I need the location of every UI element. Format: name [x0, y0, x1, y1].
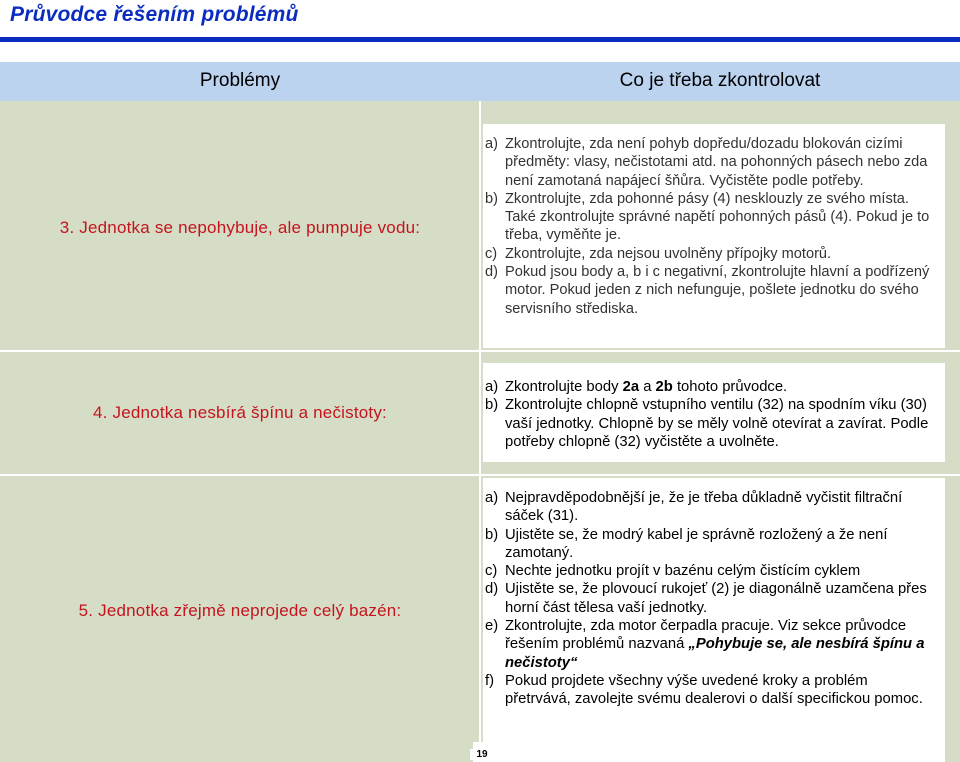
- item-label: b): [485, 190, 498, 207]
- item-text: Ujistěte se, že modrý kabel je správně rozložený a že není zamotaný.: [505, 526, 888, 561]
- item-label: a): [485, 136, 498, 152]
- check-cell-5: [483, 478, 945, 762]
- item-label: a): [485, 490, 499, 506]
- item-text-part: Zkontrolujte, zda motor čerpadla pracuje. Viz sekce průvodce řešením problémů nazvaná: [505, 618, 907, 653]
- title-rule: [0, 37, 960, 42]
- list-item: [483, 378, 945, 396]
- item-label: b): [485, 397, 499, 414]
- item-text: Zkontrolujte, zda pohonné pásy (4) nesklouzly ze svého místa. Také zkontrolujte správné napětí pohonných pásů (4). Pokud je to třeba, vyměňte je.: [505, 190, 930, 244]
- item-text: [505, 617, 945, 672]
- item-text: Zkontrolujte, zda nejsou uvolněny přípojky motorů.: [505, 245, 832, 262]
- item-label: d): [485, 581, 499, 598]
- item-text-bold: 2a: [622, 379, 640, 395]
- item-text: Nechte jednotku projít v bazénu celým čistícím cyklem: [505, 563, 861, 580]
- item-text: Zkontrolujte, zda není pohyb dopředu/dozadu blokován cizími předměty: vlasy, nečistotami atd. na pohonných pásech nebo zda není zamotaná napájecí šňůra. Vyčistěte podle potřeby.: [505, 136, 928, 189]
- item-label: c): [485, 245, 498, 262]
- item-text-part: tohoto průvodce.: [672, 379, 788, 395]
- list-item: [483, 396, 945, 451]
- item-label: f): [485, 672, 495, 689]
- check-cell-4: [483, 363, 945, 462]
- item-text: Ujistěte se, že plovoucí rukojeť (2) je diagonálně uzamčena přes horní část tělesa vaší jednotky.: [505, 581, 927, 616]
- item-label: a): [485, 379, 499, 395]
- column-divider: [479, 101, 481, 762]
- item-text-emphasis: „Pohybuje se, ale nesbírá špínu a nečistoty“: [505, 636, 925, 671]
- item-label: e): [485, 618, 499, 635]
- item-text: [505, 378, 945, 396]
- header-check: Co je třeba zkontrolovat: [619, 70, 821, 91]
- check-cell-3: [483, 124, 945, 348]
- problem-4-label: 4. Jednotka nesbírá špínu a nečistoty:: [93, 403, 387, 422]
- problem-5-label: 5. Jednotka zřejmě neprojede celý bazén:: [78, 601, 402, 620]
- item-text: Pokud jsou body a, b i c negativní, zkontrolujte hlavní a podřízený motor. Pokud jeden z nich nefunguje, pošlete jednotku do svého servisního střediska.: [505, 264, 930, 317]
- item-label: d): [485, 264, 498, 281]
- item-text: Nejpravděpodobnější je, že je třeba důkladně vyčistit filtrační sáček (31).: [505, 490, 903, 525]
- item-label: b): [485, 526, 499, 543]
- list-item: [483, 562, 945, 580]
- list-item: [483, 190, 945, 245]
- list-item: [483, 580, 945, 617]
- item-text-bold: 2b: [655, 379, 673, 395]
- page-number: 19: [470, 749, 494, 760]
- list-item: [483, 526, 945, 563]
- list-item: [483, 245, 945, 263]
- list-item: [483, 489, 945, 526]
- page-title: Průvodce řešením problémů: [10, 3, 299, 26]
- item-text: Pokud projdete všechny výše uvedené kroky a problém přetrvává, zavolejte svému dealerovi o další specifickou pomoc.: [505, 672, 923, 708]
- list-item: [483, 263, 945, 318]
- item-text-part: Zkontrolujte body: [505, 379, 623, 395]
- problem-3-label: 3. Jednotka se nepohybuje, ale pumpuje vodu:: [59, 218, 421, 237]
- list-item: [483, 672, 945, 709]
- item-text: Zkontrolujte chlopně vstupního ventilu (32) na spodním víku (30) vaší jednotky. Chlopně by se měly volně otevírat a zavírat. Podle potřeby chlopně (32) vyčistěte a uvolněte.: [505, 397, 929, 450]
- list-item: [483, 135, 945, 190]
- item-label: c): [485, 563, 498, 580]
- item-text-part: a: [639, 379, 656, 395]
- list-item: [483, 617, 945, 672]
- header-problems: Problémy: [199, 70, 281, 91]
